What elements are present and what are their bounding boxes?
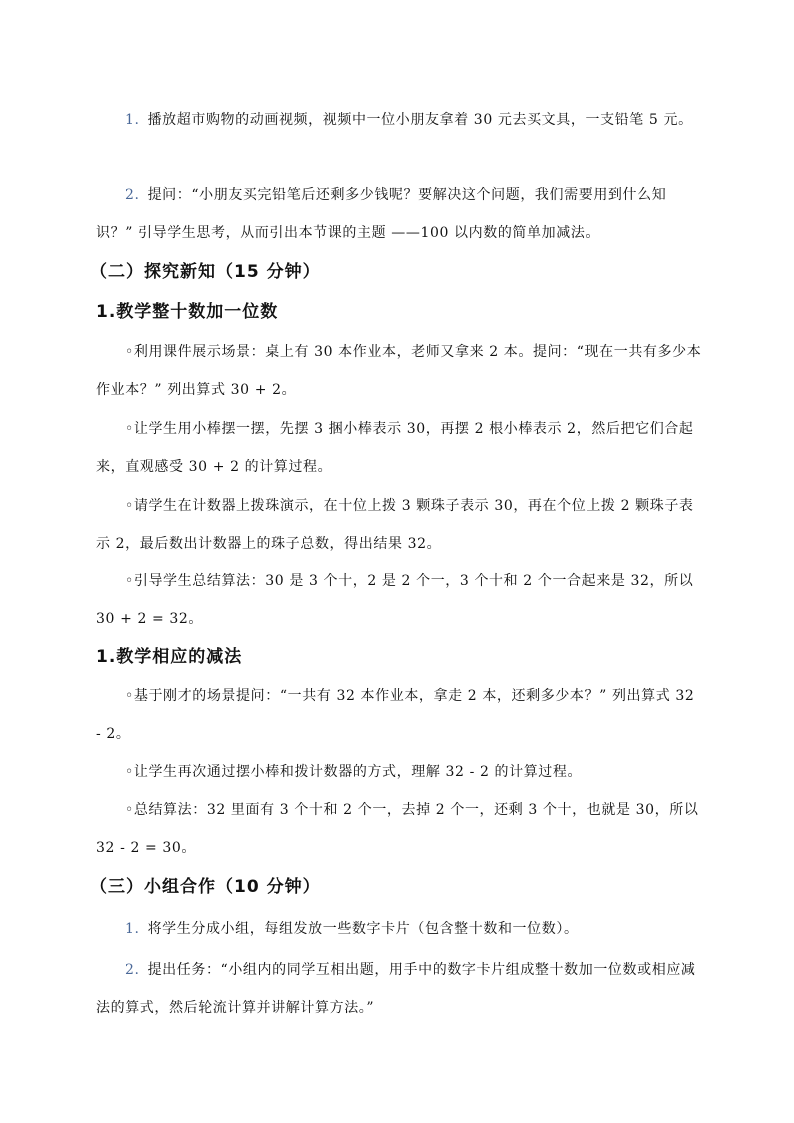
- paragraph-text: 提出任务：“小组内的同学互相出题，用手中的数字卡片组成整十数加一位数或相应减法的算式，然后轮流计算并讲解计算方法。”: [96, 962, 696, 1016]
- section-heading: （三）小组合作（10 分钟）: [90, 877, 321, 897]
- bullet-item: ◦让学生再次通过摆小棒和拨计数器的方式，理解 32 - 2 的计算过程。: [125, 764, 583, 780]
- bullet-item: ◦基于刚才的场景提问：“一共有 32 本作业本，拿走 2 本，还剩多少本？” 列出算式 32 - 2。: [96, 688, 695, 742]
- list-item: [96, 101, 702, 139]
- paragraph-text: 播放超市购物的动画视频，视频中一位小朋友拿着 30 元去买文具，一支铅笔 5 元。: [147, 112, 693, 128]
- bullet-item: ◦总结算法：32 里面有 3 个十和 2 个一，去掉 2 个一，还剩 3 个十，也就是 30，所以 32 - 2 = 30。: [96, 802, 699, 856]
- bullet-item: ◦利用课件展示场景：桌上有 30 本作业本，老师又拿来 2 本。提问：“现在一共有多少本作业本？” 列出算式 30 + 2。: [96, 344, 702, 398]
- list-item: [96, 910, 702, 948]
- list-number: 2.: [125, 187, 140, 203]
- paragraph-text: 提问：“小朋友买完铅笔后还剩多少钱呢？要解决这个问题，我们需要用到什么知识？” 引导学生思考，从而引出本节课的主题 ——100 以内数的简单加减法。: [96, 187, 667, 241]
- paragraph-text: 将学生分成小组，每组发放一些数字卡片（包含整十数和一位数）。: [147, 921, 579, 937]
- list-number: 1.: [125, 112, 140, 128]
- subsection-heading: 1.教学整十数加一位数: [96, 302, 279, 322]
- bullet-item: ◦请学生在计数器上拨珠演示，在十位上拨 3 颗珠子表示 30，再在个位上拨 2 颗珠子表示 2，最后数出计数器上的珠子总数，得出结果 32。: [96, 498, 694, 552]
- list-number: 2.: [125, 962, 140, 978]
- list-item: [96, 951, 702, 1027]
- bullet-item: ◦引导学生总结算法：30 是 3 个十，2 是 2 个一，3 个十和 2 个一合起来是 32，所以 30 + 2 = 32。: [96, 573, 694, 627]
- bullet-item: ◦让学生用小棒摆一摆，先摆 3 捆小棒表示 30，再摆 2 根小棒表示 2，然后把它们合起来，直观感受 30 + 2 的计算过程。: [96, 421, 694, 475]
- subsection-heading: 1.教学相应的减法: [96, 647, 243, 667]
- list-item: [96, 176, 702, 252]
- section-heading: （二）探究新知（15 分钟）: [90, 262, 321, 282]
- list-number: 1.: [125, 921, 140, 937]
